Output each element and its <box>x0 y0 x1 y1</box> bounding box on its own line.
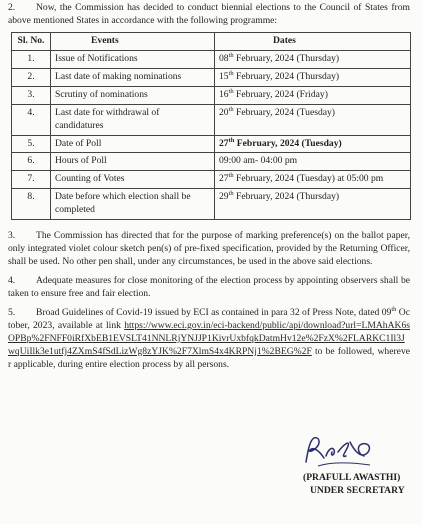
table-body <box>12 50 411 219</box>
row-date-suffix: th <box>228 51 234 59</box>
header-dates: Dates <box>215 32 411 50</box>
row-date-day: 09:00 am- 04:00 pm <box>219 155 298 167</box>
row-date <box>215 189 411 220</box>
row-date-day: 20 <box>219 106 229 118</box>
row-date-suffix: th <box>228 69 234 77</box>
table-row <box>12 104 411 135</box>
row-date <box>215 171 411 189</box>
row-event: Scrutiny of nominations <box>51 86 215 104</box>
paragraph-4-text: Adequate measures for close monitoring of the election process by appointing observers shall be taken to ensure free and fair election. <box>8 275 410 299</box>
row-date-day: 16 <box>219 88 229 100</box>
table-row <box>12 68 411 86</box>
row-event: Last date of making nominations <box>51 68 215 86</box>
row-date-day: 27 <box>219 137 229 149</box>
signatory-name: (PRAFULL AWASTHI) <box>303 472 401 483</box>
signatory-designation: UNDER SECRETARY <box>310 485 405 496</box>
row-sl-no: 6. <box>12 153 51 171</box>
paragraph-3 <box>8 230 410 269</box>
row-date-day: 29 <box>219 191 229 203</box>
election-schedule-table <box>11 32 411 220</box>
covid-guidelines-link[interactable]: https://www.eci.gov.in/eci-backend/public/api/download?url=LMAhAK6sOPBp%2FNFF0iRfXbEB1EVSLT41NNLRjYNJJP1KivrUxbfqkDatmHv12e%2FzX%2FLARKC1Il3JwqUiIlk3e1utfj4ZXmS4fSdLizWg8zYJK%2F7XlmS4x4KRPNj1%2BEG%2F <box>8 319 410 357</box>
row-date <box>215 50 411 68</box>
paragraph-4-number: 4. <box>8 275 16 286</box>
row-date-rest: February, 2024 (Thursday) <box>233 191 340 203</box>
row-date-suffix: th <box>228 87 234 95</box>
row-date-suffix: th <box>228 190 234 198</box>
paragraph-5-text-mid: October, 2023, available at link <box>8 306 410 331</box>
intro-text: Now, the Commission has decided to conduct biennial elections to the Council of States from above mentioned States in accordance with the following programme: <box>8 2 410 26</box>
row-event: Issue of Notifications <box>51 50 215 68</box>
paragraph-5-text-before: Broad Guidelines of Covid-19 issued by ECI as contained in para 32 of Press Note, dated <box>36 306 382 318</box>
row-date <box>215 86 411 104</box>
intro-paragraph <box>8 0 410 28</box>
row-date-rest: February, 2024 (Thursday) <box>233 70 340 82</box>
row-date <box>215 68 411 86</box>
header-events: Events <box>51 32 215 50</box>
paragraph-5-day: 09 <box>381 306 392 318</box>
handwritten-signature <box>300 432 380 472</box>
row-date-day: 15 <box>219 70 229 82</box>
row-date-rest: February, 2024 (Thursday) <box>233 52 340 64</box>
paragraph-4 <box>8 275 410 301</box>
table-row <box>12 153 411 171</box>
row-sl-no: 5. <box>12 135 51 153</box>
row-date-rest: February, 2024 (Tuesday) <box>234 137 342 149</box>
row-sl-no: 2. <box>12 68 51 86</box>
row-sl-no: 7. <box>12 171 51 189</box>
row-date-suffix: th <box>228 172 234 180</box>
table-row <box>12 86 411 104</box>
row-date-rest: February, 2024 (Friday) <box>233 88 328 100</box>
row-date <box>215 104 411 135</box>
row-date-rest: February, 2024 (Tuesday) <box>233 106 335 118</box>
paragraph-3-text: The Commission has directed that for the purpose of marking preference(s) on the ballot paper, only integrated violet colour sketch pen(s) of pre-fixed specification, provided by the Returning Officer, shall be used. No other pen shall, under any circumstances, be used in the above said elections. <box>8 230 410 268</box>
row-date <box>215 153 411 171</box>
paragraph-5 <box>8 307 410 372</box>
row-date <box>215 135 411 153</box>
header-sl-no: Sl. No. <box>12 32 51 50</box>
row-sl-no: 1. <box>12 50 51 68</box>
row-sl-no: 4. <box>12 104 51 135</box>
row-date-rest: February, 2024 (Tuesday) at 05:00 pm <box>233 173 384 185</box>
intro-number: 2. <box>8 2 16 13</box>
table-row <box>12 135 411 153</box>
table-header-row <box>12 32 411 50</box>
row-sl-no: 3. <box>12 86 51 104</box>
row-event: Counting of Votes <box>51 171 215 189</box>
table-row <box>12 171 411 189</box>
row-date-day: 27 <box>219 173 229 185</box>
row-event: Hours of Poll <box>51 153 215 171</box>
row-date-suffix: th <box>228 136 235 144</box>
paragraph-5-text-after: to be followed, wherever applicable, during entire election process by all persons. <box>8 345 410 370</box>
table-row <box>12 50 411 68</box>
row-date-suffix: th <box>228 105 234 113</box>
paragraph-5-number: 5. <box>8 306 16 318</box>
row-event: Date of Poll <box>51 135 215 153</box>
row-date-day: 08 <box>219 52 229 64</box>
row-event: Date before which election shall be completed <box>51 189 215 220</box>
paragraph-5-day-suffix: th <box>391 305 397 313</box>
paragraph-3-number: 3. <box>8 230 16 242</box>
row-event: Last date for withdrawal of candidatures <box>51 104 215 135</box>
table-row <box>12 189 411 220</box>
row-sl-no: 8. <box>12 189 51 220</box>
